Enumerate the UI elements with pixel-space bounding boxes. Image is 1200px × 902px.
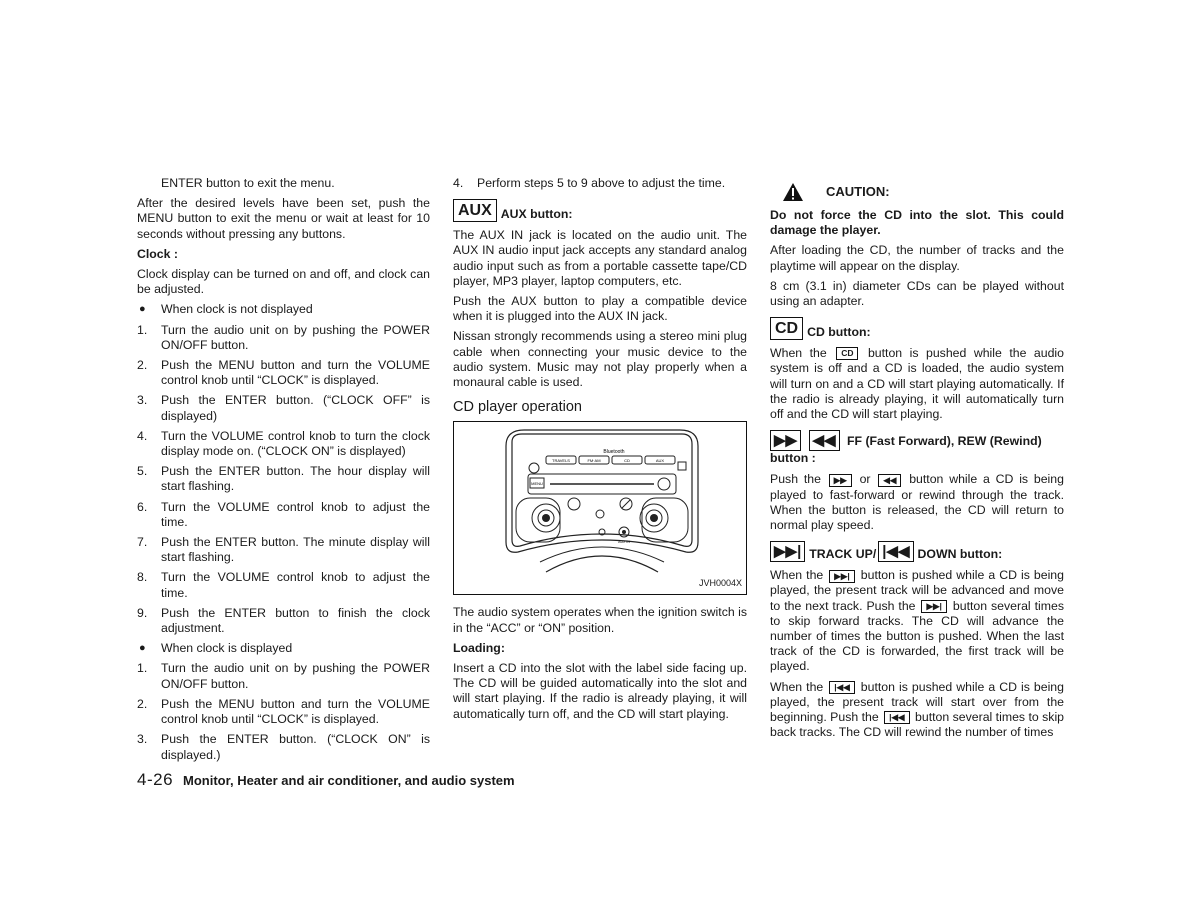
figure-label: JVH0004X	[698, 578, 742, 589]
cd-key-icon: CD	[770, 317, 803, 340]
ff-heading-row	[770, 430, 1064, 466]
ignition-text: The audio system operates when the ignition switch is in the “ACC” or “ON” position.	[453, 605, 747, 635]
middle-column	[453, 176, 747, 727]
fig-bluetooth-label: Bluetooth	[603, 449, 625, 456]
cd-heading: CD button:	[807, 325, 871, 340]
step-item: 1. Turn the audio unit on by pushing the POWER ON/OFF button.	[137, 322, 430, 352]
fig-menu-label: MENU	[531, 481, 543, 487]
step-item: 7. Push the ENTER button. The minute display will start flashing.	[137, 535, 430, 565]
step-item: 3. Push the ENTER button. (“CLOCK ON” is displayed.)	[137, 732, 430, 762]
aux-heading: AUX button:	[500, 207, 573, 221]
step-item: 4. Turn the VOLUME control knob to turn the clock display mode on. (“CLOCK ON” is displayed)	[137, 428, 430, 459]
step-item: 6. Turn the VOLUME control knob to adjust the time.	[137, 499, 430, 529]
fast-forward-inline-icon: ▶▶	[829, 474, 852, 487]
track-up-inline-icon-2: ▶▶|	[921, 600, 946, 613]
track-up-inline-icon: ▶▶|	[829, 570, 854, 583]
fig-btn-3: CD	[624, 458, 630, 464]
track-up-icon: ▶▶|	[770, 541, 805, 562]
step-item: 2. Push the MENU button and turn the VOLUME control knob until “CLOCK” is displayed.	[137, 358, 430, 388]
ff-heading: FF (Fast Forward), REW (Rewind) button :	[770, 434, 1042, 466]
right-column	[770, 176, 1064, 745]
after-loading-text: After loading the CD, the number of tracks and the playtime will appear on the display.	[770, 243, 1064, 273]
step-item: 1. Turn the audio unit on by pushing the POWER ON/OFF button.	[137, 661, 430, 691]
after-levels-text: After the desired levels have been set, push the MENU button to exit the menu or wait at least for 10 seconds without pressing any buttons.	[137, 196, 430, 241]
bullet-displayed: ● When clock is displayed	[139, 641, 293, 656]
audio-unit-illustration	[454, 422, 746, 594]
track-down-text: When the |◀◀ button is pushed while a CD is being played, the present track will start over from the beginning. Push the |◀◀ button several times to skip back tracks. The CD will rewind the number of times	[770, 679, 1065, 740]
aux-key-icon: AUX	[453, 199, 497, 222]
bullet-not-displayed: ● When clock is not displayed	[139, 302, 313, 317]
steps-displayed	[137, 661, 430, 762]
audio-unit-figure	[453, 421, 747, 595]
caution-title: CAUTION:	[826, 184, 890, 200]
fast-forward-icon: ▶▶	[770, 430, 801, 451]
loading-heading: Loading:	[453, 640, 505, 655]
cd-section-title: CD player operation	[453, 399, 582, 416]
chapter-title: Monitor, Heater and air conditioner, and audio system	[183, 773, 515, 788]
ff-text: Push the ▶▶ or ◀◀ button while a CD is being played to fast-forward or rewind through the track. When the button is released, the CD will return to normal play speed.	[770, 472, 1064, 533]
aux-paragraph-2: Push the AUX button to play a compatible device when it is plugged into the AUX IN jack.	[453, 294, 747, 324]
track-up-text: When the ▶▶| button is pushed while a CD is being played, the present track will be advanced and move to the next track. Push the ▶▶| button several times to skip forward tracks. The CD will advance the number of times the button is pushed. When the last track of the CD is forwarded, the first track will be played.	[770, 568, 1064, 674]
track-down-inline-icon-2: |◀◀	[884, 711, 909, 724]
cd-heading-row	[770, 317, 1064, 340]
track-down-icon: |◀◀	[878, 541, 913, 562]
warning-icon	[782, 182, 804, 202]
fig-btn-4: AUX	[655, 458, 665, 464]
step-item: 2. Push the MENU button and turn the VOLUME control knob until “CLOCK” is displayed.	[137, 696, 430, 727]
step-4: 4. Perform steps 5 to 9 above to adjust the time.	[453, 176, 726, 190]
cd-inline-icon: CD	[836, 347, 858, 360]
rewind-icon: ◀◀	[809, 430, 840, 451]
step-item: 9. Push the ENTER button to finish the clock adjustment.	[137, 605, 430, 636]
step-item: 8. Turn the VOLUME control knob to adjust the time.	[137, 570, 430, 600]
page-footer	[137, 770, 515, 790]
aux-heading-row	[453, 199, 747, 222]
clock-heading: Clock :	[137, 246, 178, 261]
step-item: 5. Push the ENTER button. The hour display will start flashing.	[137, 464, 430, 494]
exit-text: ENTER button to exit the menu.	[161, 176, 335, 190]
fig-aux-in-label: AUX IN	[618, 540, 630, 545]
caution-text: Do not force the CD into the slot. This could damage the player.	[770, 208, 1064, 238]
eight-cm-text: 8 cm (3.1 in) diameter CDs can be played without using an adapter.	[770, 278, 1064, 309]
page-number: 4-26	[137, 770, 174, 789]
fig-btn-2: FM·AM	[587, 458, 601, 464]
left-column	[137, 176, 430, 768]
aux-paragraph-1: The AUX IN jack is located on the audio unit. The AUX IN audio input jack accepts any standard analog audio input such as from a portable cassette tape/CD player, MP3 player, laptop computers, etc.	[453, 228, 747, 288]
track-down-label: DOWN button:	[917, 547, 1003, 562]
track-down-inline-icon: |◀◀	[829, 681, 854, 694]
aux-paragraph-3: Nissan strongly recommends using a stereo mini plug cable when connecting your music device to the audio system. Music may not play properly when a monaural cable is used.	[453, 329, 747, 390]
rewind-inline-icon: ◀◀	[878, 474, 901, 487]
fig-btn-1: TRAVELS	[552, 458, 570, 464]
track-up-label: TRACK UP/	[809, 547, 877, 562]
caution-heading-row	[770, 182, 1064, 202]
clock-description: Clock display can be turned on and off, and clock can be adjusted.	[137, 267, 430, 297]
steps-not-displayed	[137, 323, 430, 637]
track-heading-row	[770, 541, 1064, 562]
cd-button-text: When the CD button is pushed while the audio system is off and a CD is loaded, the audio system will turn on and a CD will start playing automatically. If the radio is already playing, it will automatically turn off and the CD will start playing.	[770, 346, 1064, 422]
step-item: 3. Push the ENTER button. (“CLOCK OFF” is displayed)	[137, 393, 430, 423]
loading-text: Insert a CD into the slot with the label side facing up. The CD will be guided automatically into the slot and will start playing. If the radio is already playing, it will automatically turn off, and the CD will start playing.	[453, 661, 747, 721]
